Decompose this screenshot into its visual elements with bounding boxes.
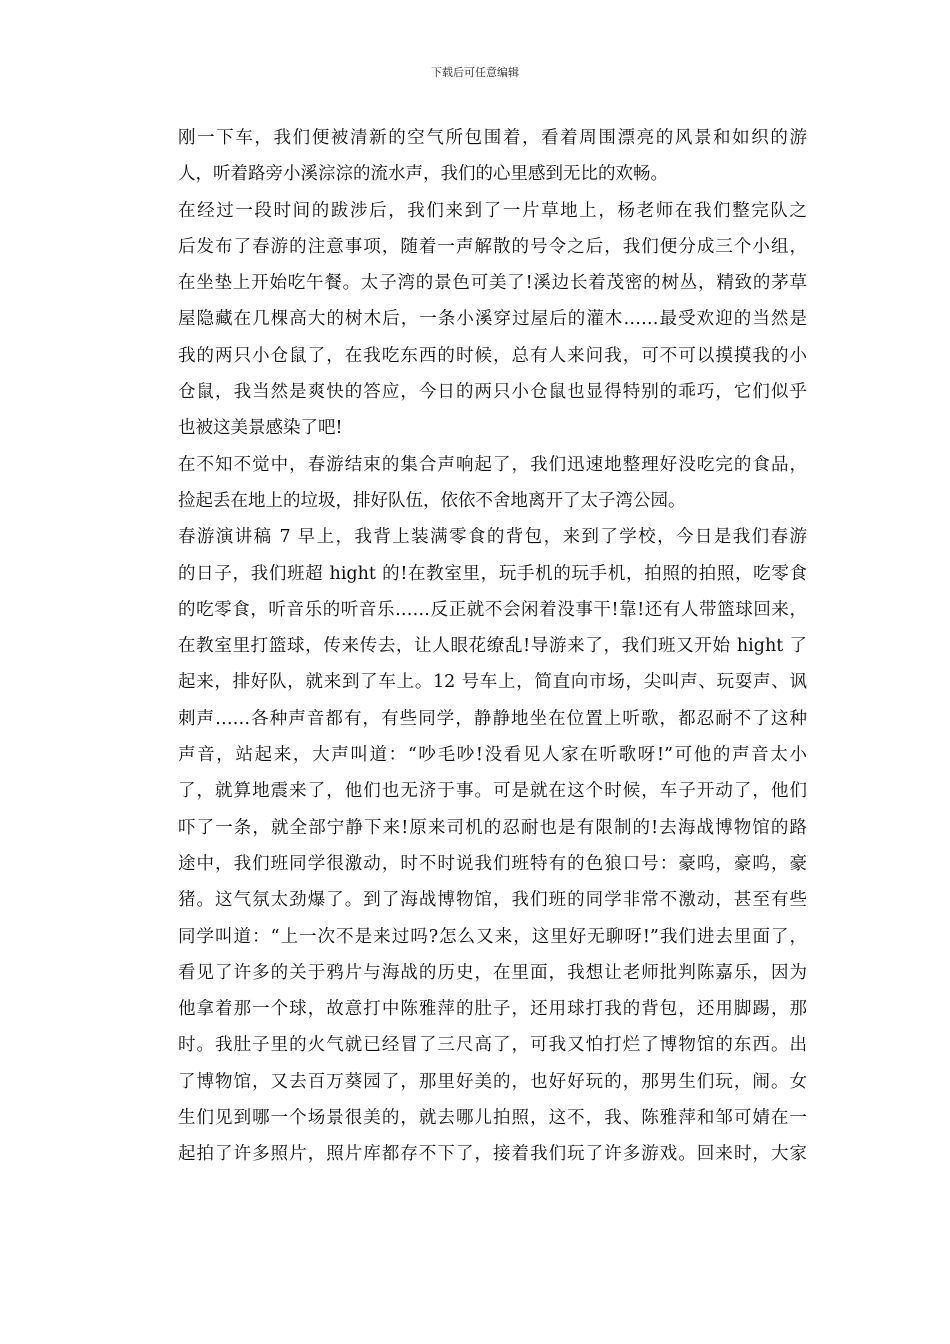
text-line: 我的两只小仓鼠了，在我吃东西的时候，总有人来问我，可不可以摸摸我的小 [178,345,807,366]
text-line: 起拍了许多照片，照片库都存不下了，接着我们玩了许多游戏。回来时，大家 [178,1144,807,1165]
text-line: 人，听着路旁小溪淙淙的流水声，我们的心里感到无比的欢畅。 [178,164,668,185]
text-line: 在教室里打篮球，传来传去，让人眼花缭乱!导游来了，我们班又开始 hight 了 [178,636,807,657]
text-line: 屋隐藏在几棵高大的树木后，一条小溪穿过屋后的灌木……最受欢迎的当然是 [178,309,807,330]
text-line: 也被这美景感染了吧! [178,418,343,439]
text-line: 了博物馆，又去百万葵园了，那里好美的，也好好玩的，那男生们玩，闹。女 [178,1071,807,1092]
text-line: 的吃零食，听音乐的听音乐……反正就不会闲着没事干!靠!还有人带篮球回来， [178,599,807,620]
paragraph-1 [143,120,807,193]
text-line: 仓鼠，我当然是爽快的答应，今日的两只小仓鼠也显得特别的乖巧，它们似乎 [178,382,807,403]
text-line: 生们见到哪一个场景很美的，就去哪儿拍照，这不，我、陈雅萍和邹可婧在一 [178,1108,807,1129]
text-line: 后发布了春游的注意事项，随着一声解散的号令之后，我们便分成三个小组， [178,236,807,257]
text-line: 他拿着那一个球，故意打中陈雅萍的肚子，还用球打我的背包，还用脚踢，那 [178,999,807,1020]
paragraph-2 [143,193,807,447]
text-line: 吓了一条，就全部宁静下来!原来司机的忍耐也是有限制的!去海战博物馆的路 [178,817,807,838]
page-header: 下载后可任意编辑 [431,66,519,79]
text-line: 途中，我们班同学很激动，时不时说我们班特有的色狼口号：豪呜，豪呜，豪 [178,853,807,874]
text-line: 春游演讲稿 7 早上，我背上装满零食的背包，来到了学校，今日是我们春游 [178,527,807,548]
text-line: 在经过一段时间的跋涉后，我们来到了一片草地上，杨老师在我们整完队之 [178,200,807,221]
text-line: 看见了许多的关于鸦片与海战的历史，在里面，我想让老师批判陈嘉乐，因为 [178,962,807,983]
text-line: 捡起丢在地上的垃圾，排好队伍，依依不舍地离开了太子湾公园。 [178,490,686,511]
text-line: 猪。这气氛太劲爆了。到了海战博物馆，我们班的同学非常不激动，甚至有些 [178,890,807,911]
text-line: 刚一下车，我们便被清新的空气所包围着，看着周围漂亮的风景和如织的游 [178,128,807,148]
text-line: 声音，站起来，大声叫道：“吵毛吵!没看见人家在听歌呀!”可他的声音太小 [178,745,807,766]
text-line: 同学叫道：“上一次不是来过吗?怎么又来，这里好无聊呀!”我们进去里面了， [178,926,807,947]
text-line: 了，就算地震来了，他们也无济于事。可是就在这个时候，车子开动了，他们 [178,781,807,802]
text-line: 的日子，我们班超 hight 的!在教室里，玩手机的玩手机，拍照的拍照，吃零食 [178,563,807,584]
text-line: 在坐垫上开始吃午餐。太子湾的景色可美了!溪边长着茂密的树丛，精致的茅草 [178,273,807,294]
text-line: 刺声……各种声音都有，有些同学，静静地坐在位置上听歌，都忍耐不了这种 [178,708,807,729]
paragraph-3 [143,447,807,520]
text-line: 起来，排好队，就来到了车上。12 号车上，简直向市场，尖叫声、玩耍声、讽 [178,672,807,693]
document-body [143,120,807,1173]
paragraph-4 [143,519,807,1172]
text-line: 在不知不觉中，春游结束的集合声响起了，我们迅速地整理好没吃完的食品， [178,454,807,475]
text-line: 时。我肚子里的火气就已经冒了三尺高了，可我又怕打烂了博物馆的东西。出 [178,1035,807,1056]
